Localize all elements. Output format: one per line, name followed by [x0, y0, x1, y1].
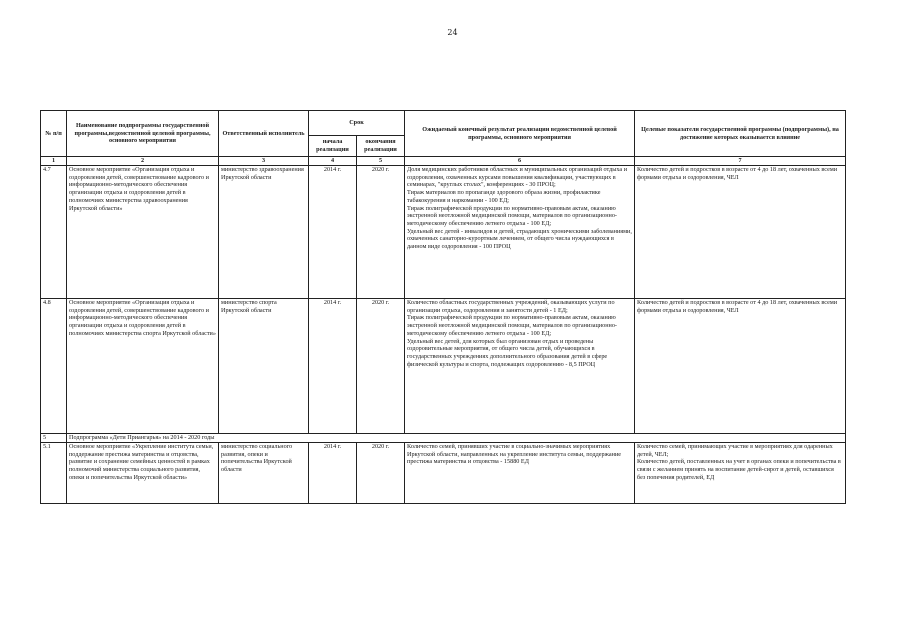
result-item: Тираж полиграфической продукции по нормативно-правовым актам, оказанию экстренной неотложной медицинской помощи, материалов по организационно-методическому обеспечению летнего отдыха - 100 ЕД; — [407, 314, 617, 337]
column-number: 1 — [41, 157, 67, 166]
column-number: 2 — [67, 157, 219, 166]
row-name: Основное мероприятие «Организация отдыха и оздоровления детей, совершенствование кадрового и информационно-методического обеспечения организации отдыха и оздоровления детей в полномочиях министерства спорта Иркутской области» — [67, 299, 219, 434]
header-term: Срок — [309, 111, 405, 136]
row-indicators — [635, 166, 846, 299]
program-table — [40, 110, 846, 504]
table-row — [41, 166, 846, 299]
header-result: Ожидаемый конечный результат реализации ведомственной целевой программы, основного мероприятия — [405, 111, 635, 157]
row-name: Основное мероприятие «Укрепление института семьи, поддержание престижа материнства и отцовства, развитие и сохранение семейных ценностей в рамках полномочий министерства социального развития, опеки и попечительства Иркутской области» — [67, 443, 219, 504]
table-row — [41, 299, 846, 434]
row-start: 2014 г. — [309, 443, 357, 504]
row-result — [405, 166, 635, 299]
column-number-row — [41, 157, 846, 166]
indicator-item: Количество семей, принимающих участие в мероприятиях для одаренных детей, ЧЕЛ; — [637, 443, 833, 458]
indicator-item: Количество детей и подростков в возрасте от 4 до 18 лет, охваченных всеми формами отдыха и оздоровления, ЧЕЛ — [637, 299, 838, 314]
table-row — [41, 443, 846, 504]
column-number: 6 — [405, 157, 635, 166]
result-item: Количество областных государственных учреждений, оказывающих услуги по организации отдыха, оздоровления и занятости детей - 1 ЕД; — [407, 299, 615, 314]
indicator-item: Количество детей и подростков в возрасте от 4 до 18 лет, охваченных всеми формами отдыха и оздоровления, ЧЕЛ — [637, 166, 838, 181]
row-end: 2020 г. — [357, 443, 405, 504]
header-name: Наименование подпрограммы государственной программы,ведомственной целевой программы, основного мероприятия — [67, 111, 219, 157]
subprogram-title: Подпрограмма «Дети Приангарья» на 2014 - 2020 годы — [67, 434, 846, 443]
row-start: 2014 г. — [309, 166, 357, 299]
row-executor: министерство здравоохранения Иркутской области — [219, 166, 309, 299]
subprogram-number: 5 — [41, 434, 67, 443]
column-number: 3 — [219, 157, 309, 166]
row-name: Основное мероприятие «Организация отдыха и оздоровления детей, совершенствование кадрового и информационно-методического обеспечения организации отдыха и оздоровления детей в полномочиях министерства здравоохранения Иркутской области» — [67, 166, 219, 299]
row-number: 4.8 — [41, 299, 67, 434]
row-executor: министерство спорта Иркутской области — [219, 299, 309, 434]
header-start: начала реализации — [309, 136, 357, 157]
header-end: окончания реализации — [357, 136, 405, 157]
header-num: № п/п — [41, 111, 67, 157]
row-executor: министерство социального развития, опеки и попечительства Иркутской области — [219, 443, 309, 504]
header-indicators: Целевые показатели государственной программы (подпрограммы), на достижение которых оказывается влияние — [635, 111, 846, 157]
row-start: 2014 г. — [309, 299, 357, 434]
row-end: 2020 г. — [357, 166, 405, 299]
column-number: 7 — [635, 157, 846, 166]
result-item: Удельный вес детей, для которых был организован отдых и проведены оздоровительные мероприятия, от общего числа детей, обучающихся в государственных учреждениях дополнительного образования детей в сфере физической культуры и спорта, подлежащих оздоровлению - 8,5 ПРОЦ — [407, 337, 608, 368]
row-end: 2020 г. — [357, 299, 405, 434]
row-number: 5.1 — [41, 443, 67, 504]
row-result — [405, 443, 635, 504]
column-number: 5 — [357, 157, 405, 166]
row-number: 4.7 — [41, 166, 67, 299]
subprogram-row — [41, 434, 846, 443]
row-indicators — [635, 299, 846, 434]
result-item: Количество семей, принявших участие в социально-значимых мероприятиях Иркутской области, направленных на укрепление института семьи, поддержание престижа материнства и отцовства - 15880 ЕД — [407, 443, 621, 466]
result-item: Тираж полиграфической продукции по нормативно-правовым актам, оказанию экстренной неотложной медицинской помощи, материалов по организационно-методическому обеспечению летнего отдыха - 100 ЕД; — [407, 204, 617, 227]
page-number: 24 — [447, 28, 458, 37]
result-item: Тираж материалов по пропаганде здорового образа жизни, профилактике табакокурения и наркомании - 100 ЕД; — [407, 189, 601, 204]
indicator-item: Количество детей, поставленных на учет в органах опеки и попечительства в связи с желанием принять на воспитание детей-сирот и детей, оставшихся без попечения родителей, ЕД — [637, 458, 841, 481]
result-item: Удельный вес детей - инвалидов и детей, страдающих хроническими заболеваниями, охваченных санаторно-курортным лечением, от общего числа нуждающихся в данном виде оздоровления - 100 ПРОЦ — [407, 227, 632, 251]
result-item: Доля медицинских работников областных и муниципальных организаций отдыха и оздоровления, охваченных курсами повышения квалификации, участвующих в семинарах, "круглых столах", конференциях - 30 ПРОЦ; — [407, 166, 628, 189]
header-executor: Ответственный исполнитель — [219, 111, 309, 157]
row-result — [405, 299, 635, 434]
row-indicators — [635, 443, 846, 504]
column-number: 4 — [309, 157, 357, 166]
